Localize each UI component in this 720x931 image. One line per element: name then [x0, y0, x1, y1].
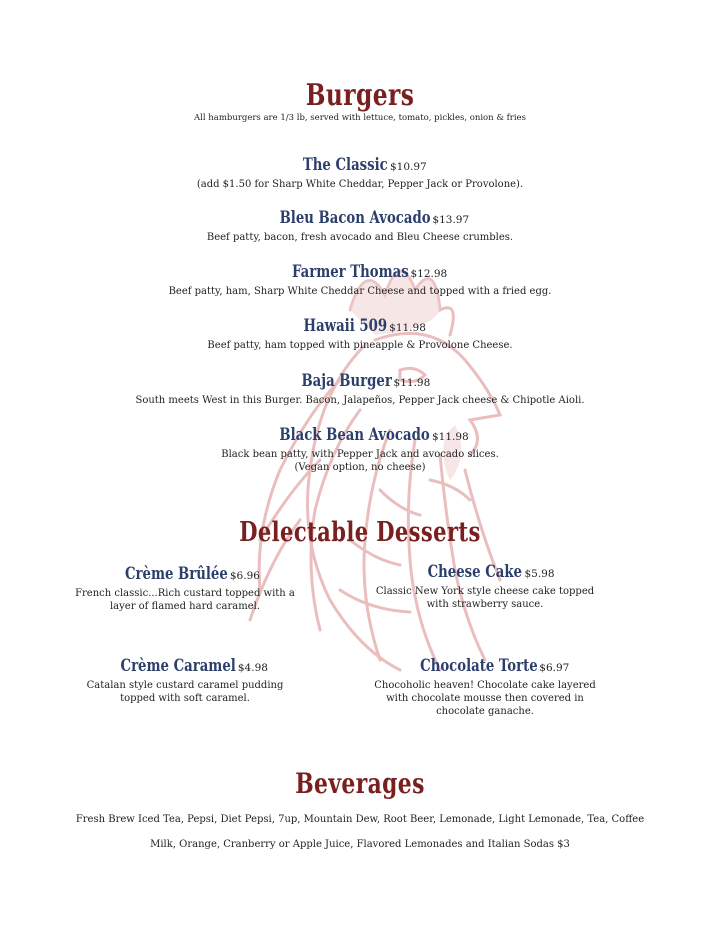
item-description: French classic...Rich custard topped with a — [75, 588, 295, 599]
item-price: $4.98 — [237, 662, 268, 674]
dessert-item-chocolate-torte — [340, 655, 630, 718]
item-description: topped with soft caramel. — [120, 693, 250, 704]
burger-item-hawaii-509 — [0, 315, 720, 352]
dessert-item-creme-caramel — [50, 655, 320, 705]
item-name: Crème Brûlée — [125, 564, 228, 584]
item-name: Black Bean Avocado — [279, 425, 430, 445]
item-description: (add $1.50 for Sharp White Cheddar, Pepper Jack or Provolone). — [196, 179, 524, 190]
beverages-line-1: Fresh Brew Iced Tea, Pepsi, Diet Pepsi, 7up, Mountain Dew, Root Beer, Lemonade, Light Lemonade, Tea, Coffee — [75, 814, 645, 825]
burger-item-the-classic — [0, 154, 720, 191]
item-price: $11.98 — [389, 322, 426, 334]
item-price: $10.97 — [389, 161, 427, 173]
item-name: Baja Burger — [301, 371, 392, 391]
item-price: $13.97 — [432, 214, 470, 226]
item-price: $6.97 — [539, 662, 570, 674]
desserts-title: Delectable Desserts — [239, 517, 481, 548]
burger-item-black-bean-avocado — [0, 424, 720, 474]
item-description: Beef patty, ham, Sharp White Cheddar Cheese and topped with a fried egg. — [168, 286, 552, 297]
burgers-title: Burgers — [305, 78, 415, 113]
dessert-item-cheese-cake — [340, 561, 630, 611]
beverages-line-2: Milk, Orange, Cranberry or Apple Juice, Flavored Lemonades and Italian Sodas $3 — [150, 839, 570, 850]
burger-item-bleu-bacon-avocado — [0, 207, 720, 244]
item-name: Farmer Thomas — [291, 262, 409, 282]
item-name: Cheese Cake — [428, 562, 523, 582]
burger-item-farmer-thomas — [0, 261, 720, 298]
item-description: with strawberry sauce. — [426, 599, 544, 610]
item-price: $12.98 — [410, 268, 448, 280]
item-name: The Classic — [303, 155, 388, 175]
item-price: $6.96 — [229, 570, 260, 582]
item-description: Chocoholic heaven! Chocolate cake layered — [374, 680, 596, 691]
item-description: South meets West in this Burger. Bacon, Jalapeños, Pepper Jack cheese & Chipotle Aioli. — [135, 395, 585, 406]
burger-item-baja-burger — [0, 370, 720, 407]
item-description: (Vegan option, no cheese) — [294, 462, 426, 473]
item-description: Catalan style custard caramel pudding — [86, 680, 284, 691]
item-description: with chocolate mousse then covered in — [386, 693, 584, 704]
item-price: $11.98 — [393, 377, 431, 389]
beverages-title: Beverages — [295, 767, 425, 800]
burgers-subtitle: All hamburgers are 1/3 lb, served with lettuce, tomato, pickles, onion & fries — [194, 113, 526, 123]
dessert-item-creme-brulee — [50, 563, 320, 613]
item-description: Beef patty, bacon, fresh avocado and Bleu Cheese crumbles. — [206, 232, 514, 243]
item-price: $11.98 — [431, 431, 469, 443]
item-name: Chocolate Torte — [419, 656, 538, 676]
item-description: layer of flamed hard caramel. — [109, 601, 261, 612]
item-name: Bleu Bacon Avocado — [279, 208, 431, 228]
item-description: chocolate ganache. — [436, 706, 534, 717]
item-description: Classic New York style cheese cake topped — [375, 586, 595, 597]
item-name: Crème Caramel — [120, 656, 236, 676]
item-price: $5.98 — [524, 568, 555, 580]
item-description: Beef patty, ham topped with pineapple & Provolone Cheese. — [207, 340, 513, 351]
item-description: Black bean patty, with Pepper Jack and avocado slices. — [221, 449, 499, 460]
item-name: Hawaii 509 — [303, 316, 388, 336]
